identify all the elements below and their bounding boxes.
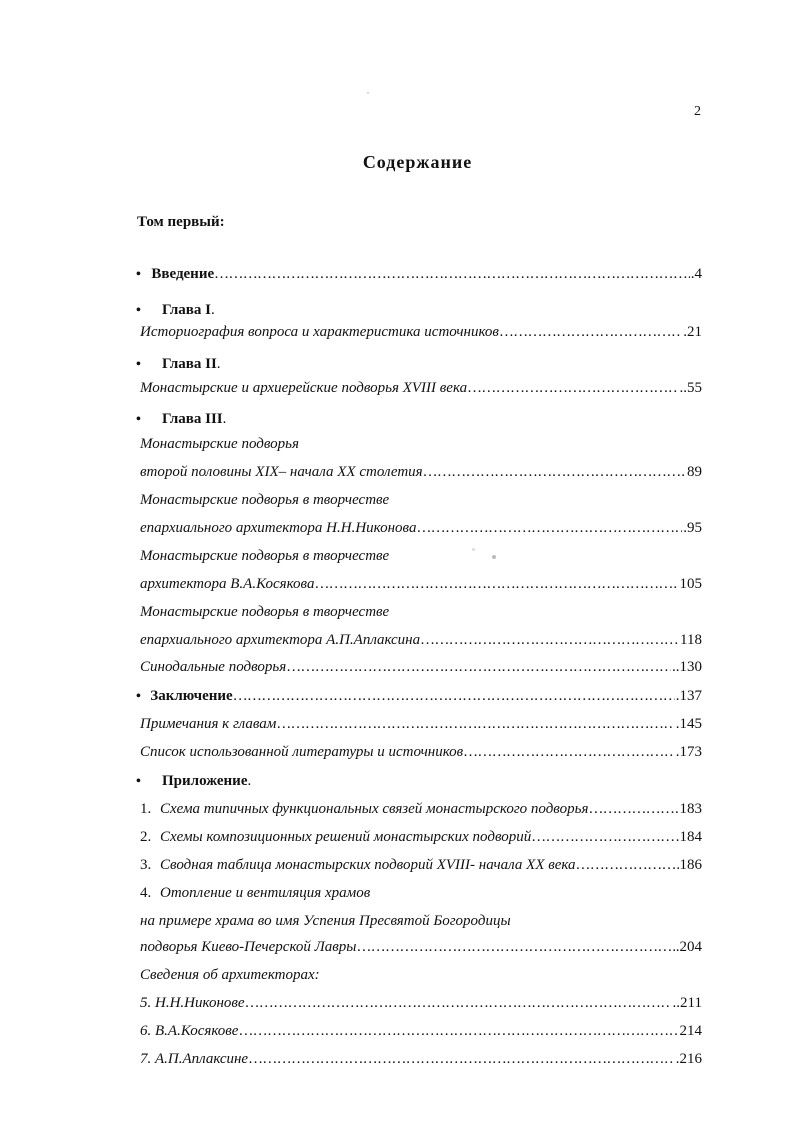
toc-entry-text — [140, 1051, 248, 1068]
toc-entry-title: Заключение — [150, 688, 233, 704]
toc-entry-title: 6. В.А.Косякове — [140, 1023, 239, 1039]
toc-entry-title: Монастырские подворья в творчестве — [140, 548, 390, 564]
toc-entry-number: 4. — [140, 885, 152, 901]
toc-entry-title: Глава I — [162, 302, 211, 318]
dot-leader — [500, 324, 682, 341]
toc-page-number: 105 — [679, 576, 702, 592]
toc-entry — [140, 1023, 702, 1045]
toc-entry-text — [162, 773, 251, 790]
toc-page-number: 214 — [679, 1023, 702, 1039]
toc-entry-title: Схема типичных функциональных связей монастырского подворья — [160, 801, 589, 817]
toc-entry-text — [140, 324, 499, 341]
toc-entry-title: Приложение — [162, 773, 248, 789]
toc-entry-text — [162, 302, 215, 319]
toc-entry-text — [140, 913, 511, 930]
volume-heading: Том первый: — [137, 214, 225, 230]
toc-entry-title: архитектора В.А.Косякова — [140, 576, 315, 592]
dot-leader — [417, 520, 682, 537]
toc-entry-title: Историография вопроса и характеристика источников — [140, 324, 499, 340]
page-title: Содержание — [362, 152, 473, 172]
toc-page-number: 118 — [680, 632, 702, 648]
toc-page-number: .216 — [675, 1051, 702, 1067]
toc-entry-text — [151, 266, 214, 283]
toc-entry-title: Сводная таблица монастырских подворий XVIII- начала XX века — [160, 857, 576, 873]
toc-page-number: 89 — [687, 464, 702, 480]
scan-artifact — [472, 548, 475, 551]
toc-entry — [140, 576, 702, 598]
toc-section-heading — [136, 411, 702, 433]
toc-entry-text — [140, 548, 389, 565]
toc-page-number: .21 — [683, 324, 702, 340]
toc-entry — [140, 829, 702, 851]
toc-entry — [140, 604, 702, 626]
toc-section-heading — [136, 266, 702, 288]
dot-leader — [424, 464, 686, 481]
dot-leader — [421, 632, 679, 649]
toc-entry — [140, 857, 702, 879]
toc-entry — [140, 1051, 702, 1073]
toc-entry-suffix: . — [222, 411, 227, 427]
toc-entry — [140, 632, 702, 654]
toc-entry-text — [140, 576, 314, 593]
toc-entry — [140, 716, 702, 738]
toc-entry-title: Синодальные подворья — [140, 659, 287, 675]
toc-page-number: .95 — [683, 520, 702, 536]
scan-artifact — [367, 92, 369, 94]
dot-leader — [215, 266, 690, 283]
toc-entry-title: второй половины XIX– начала XX столетия — [140, 464, 423, 480]
toc-entry-title: Монастырские и архиерейские подворья XVIII века — [140, 380, 468, 396]
dot-leader — [589, 801, 678, 818]
toc-entry-number: 2. — [140, 829, 152, 845]
toc-entry-text — [140, 995, 245, 1012]
bullet-icon: • — [136, 689, 141, 704]
toc-entry-title: Глава II — [162, 356, 217, 372]
toc-entry-text — [140, 885, 370, 902]
toc-page-number: .137 — [675, 688, 702, 704]
toc-entry-text — [162, 356, 221, 373]
bullet-icon: • — [136, 303, 141, 318]
toc-entry — [140, 801, 702, 823]
toc-entry-title: Примечания к главам — [140, 716, 277, 732]
dot-leader — [315, 576, 678, 593]
bullet-icon: • — [136, 357, 141, 372]
toc-entry-text — [140, 632, 420, 649]
toc-entry-text — [162, 411, 226, 428]
toc-entry-title: 5. Н.Н.Никонове — [140, 995, 245, 1011]
toc-entry-title: на примере храма во имя Успения Пресвятой Богородицы — [140, 913, 511, 929]
dot-leader — [532, 829, 674, 846]
toc-entry-text — [140, 436, 299, 453]
toc-entry — [140, 885, 702, 907]
toc-page-number: .145 — [675, 716, 702, 732]
toc-entry — [140, 520, 702, 542]
toc-page-number: 186 — [679, 857, 702, 873]
dot-leader — [277, 716, 674, 733]
toc-page-number: .173 — [675, 744, 702, 760]
dot-leader — [249, 1051, 675, 1068]
toc-entry — [140, 913, 702, 935]
toc-entry-title: епархиального архитектора А.П.Аплаксина — [140, 632, 421, 648]
dot-leader — [287, 659, 671, 676]
toc-entry-title: подворья Киево-Печерской Лавры — [140, 939, 357, 955]
dot-leader — [239, 1023, 678, 1040]
toc-entry-title: епархиального архитектора Н.Н.Никонова — [140, 520, 417, 536]
toc-entry-text — [140, 659, 286, 676]
toc-entry-text — [140, 604, 389, 621]
toc-entry — [140, 659, 702, 681]
toc-entry-title: Введение — [151, 266, 215, 282]
toc-entry — [140, 548, 702, 570]
toc-section-heading — [136, 302, 702, 324]
toc-entry-suffix: . — [216, 356, 221, 372]
toc-entry — [140, 380, 702, 402]
bullet-icon: • — [136, 267, 141, 282]
toc-page-number: ..55 — [679, 380, 702, 396]
toc-entry-title: Схемы композиционных решений монастырских подворий — [160, 829, 532, 845]
toc-entry — [140, 744, 702, 766]
bullet-icon: • — [136, 774, 141, 789]
toc-page-number: ..130 — [672, 659, 702, 675]
toc-page-number: .204 — [675, 939, 702, 955]
toc-entry-text — [140, 1023, 238, 1040]
toc-entry-number: 1. — [140, 801, 152, 817]
toc-entry-title: Глава III — [162, 411, 223, 427]
toc-section-heading — [136, 356, 702, 378]
page-number: 2 — [694, 104, 701, 119]
dot-leader — [464, 744, 675, 761]
toc-entry — [140, 436, 702, 458]
toc-entry-title: Отопление и вентиляция храмов — [160, 885, 371, 901]
toc-entry — [140, 492, 702, 514]
toc-entry-text — [140, 801, 588, 818]
toc-entry-text — [140, 744, 463, 761]
toc-entry-title: Сведения об архитекторах: — [140, 967, 320, 983]
toc-entry-text — [140, 829, 531, 846]
bullet-icon: • — [136, 412, 141, 427]
dot-leader — [577, 857, 679, 874]
toc-entry-text — [140, 716, 276, 733]
toc-entry-number: 3. — [140, 857, 152, 873]
toc-page-number: 183 — [679, 801, 702, 817]
toc-section-heading — [136, 773, 702, 795]
toc-entry-title: Монастырские подворья в творчестве — [140, 604, 390, 620]
toc-entry-text — [140, 492, 389, 509]
toc-entry-text — [140, 857, 576, 874]
toc-page-number: ..211 — [672, 995, 702, 1011]
toc-entry — [140, 464, 702, 486]
dot-leader — [234, 688, 675, 705]
dot-leader — [468, 380, 678, 397]
toc-entry-text — [140, 464, 423, 481]
toc-entry-text — [140, 520, 416, 537]
toc-entry — [140, 995, 702, 1017]
toc-entry-title: Монастырские подворья в творчестве — [140, 492, 390, 508]
toc-entry-title: Список использованной литературы и источников — [140, 744, 464, 760]
toc-entry-text — [140, 967, 320, 984]
toc-page-number: .4 — [690, 266, 702, 282]
toc-entry — [140, 967, 702, 989]
toc-entry-suffix: . — [247, 773, 252, 789]
toc-entry-text — [140, 939, 356, 956]
dot-leader — [357, 939, 674, 956]
toc-page-number: .184 — [675, 829, 702, 845]
scan-artifact — [492, 555, 496, 559]
toc-entry-title: 7. А.П.Аплаксине — [140, 1051, 249, 1067]
toc-entry-suffix: . — [210, 302, 215, 318]
toc-entry-title: Монастырские подворья — [140, 436, 299, 452]
dot-leader — [246, 995, 672, 1012]
toc-entry-text — [140, 380, 467, 397]
toc-entry — [140, 939, 702, 961]
toc-section-heading — [136, 688, 702, 710]
toc-entry — [140, 324, 702, 346]
toc-entry-text — [150, 688, 232, 705]
